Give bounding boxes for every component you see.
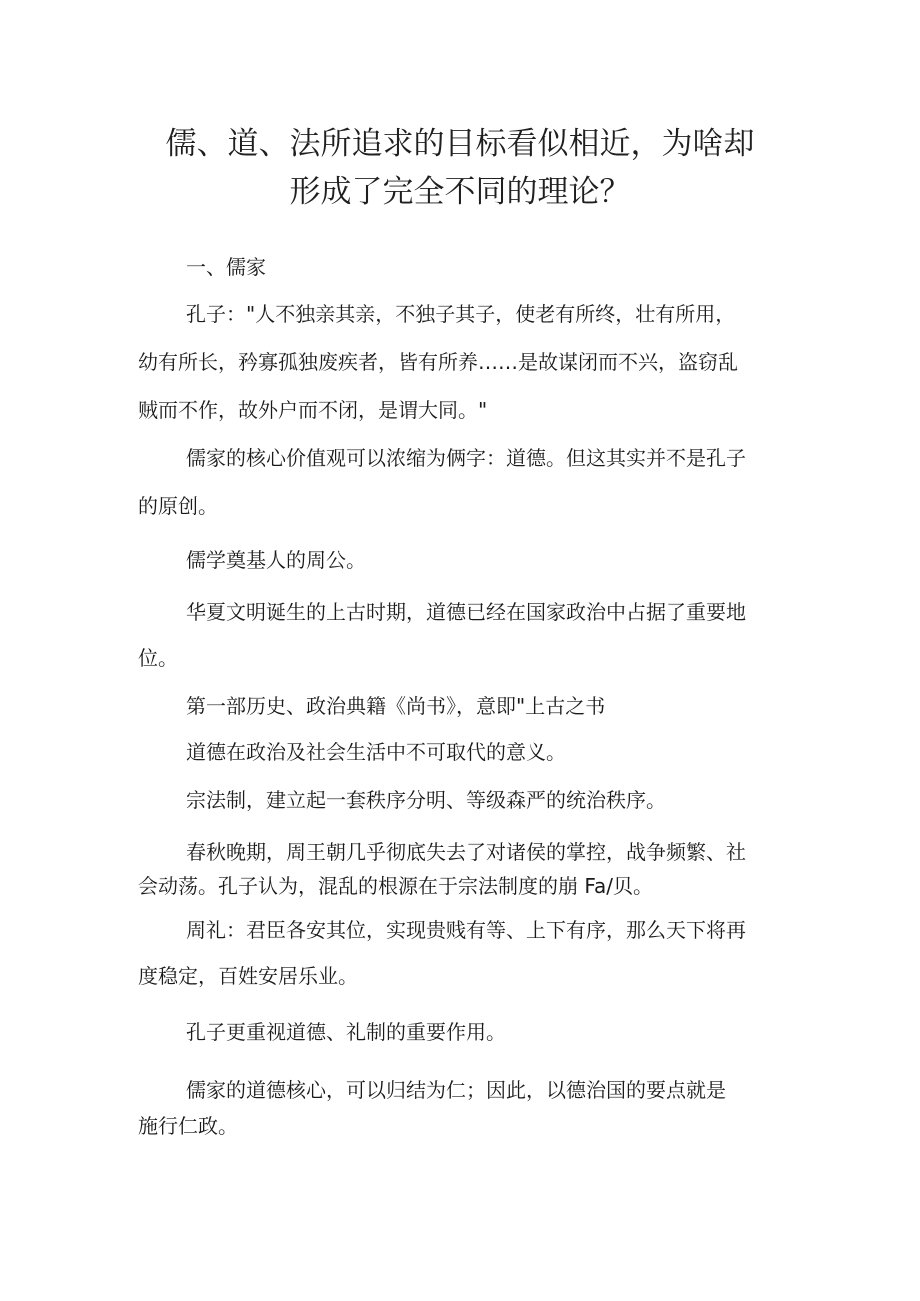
paragraph-4-line-1: 华夏文明诞生的上古时期，道德已经在国家政治中占据了重要地 [186,600,746,624]
paragraph-3: 儒学奠基人的周公。 [186,548,366,572]
paragraph-6: 道德在政治及社会生活中不可取代的意义。 [186,740,566,764]
paragraph-8-line-1: 春秋晚期，周王朝几乎彻底失去了对诸侯的掌控，战争频繁、社 [186,840,746,864]
paragraph-1-line-1: 孔子："人不独亲其亲，不独子其子，使老有所终，壮有所用， [186,302,736,326]
paragraph-8-line-2: 会动荡。孔子认为，混乱的根源在于宗法制度的崩 Fa/贝。 [138,874,654,898]
paragraph-10: 孔子更重视道德、礼制的重要作用。 [186,1020,506,1044]
section-heading: 一、儒家 [186,255,266,279]
paragraph-4-line-2: 位。 [138,646,178,670]
paragraph-1-line-2: 幼有所长，矜寡孤独废疾者，皆有所养……是故谋闭而不兴，盗窃乱 [138,350,738,374]
title-line-2: 形成了完全不同的理论？ [289,174,631,210]
paragraph-1-line-3: 贼而不作，故外户而不闭，是谓大同。" [138,398,488,422]
paragraph-11-line-2: 施行仁政。 [138,1114,238,1138]
paragraph-5: 第一部历史、政治典籍《尚书》，意即"上古之书 [186,694,606,718]
paragraph-11-line-1: 儒家的道德核心，可以归结为仁；因此，以德治国的要点就是 [186,1078,726,1102]
paragraph-2-line-1: 儒家的核心价值观可以浓缩为俩字：道德。但这其实并不是孔子 [186,446,746,470]
paragraph-2-line-2: 的原创。 [138,494,218,518]
paragraph-9-line-1: 周礼：君臣各安其位，实现贵贱有等、上下有序，那么天下将再 [186,918,746,942]
paragraph-7: 宗法制，建立起一套秩序分明、等级森严的统治秩序。 [186,788,666,812]
title-line-1: 儒、道、法所追求的目标看似相近，为啥却 [165,126,755,162]
paragraph-9-line-2: 度稳定，百姓安居乐业。 [138,964,358,988]
